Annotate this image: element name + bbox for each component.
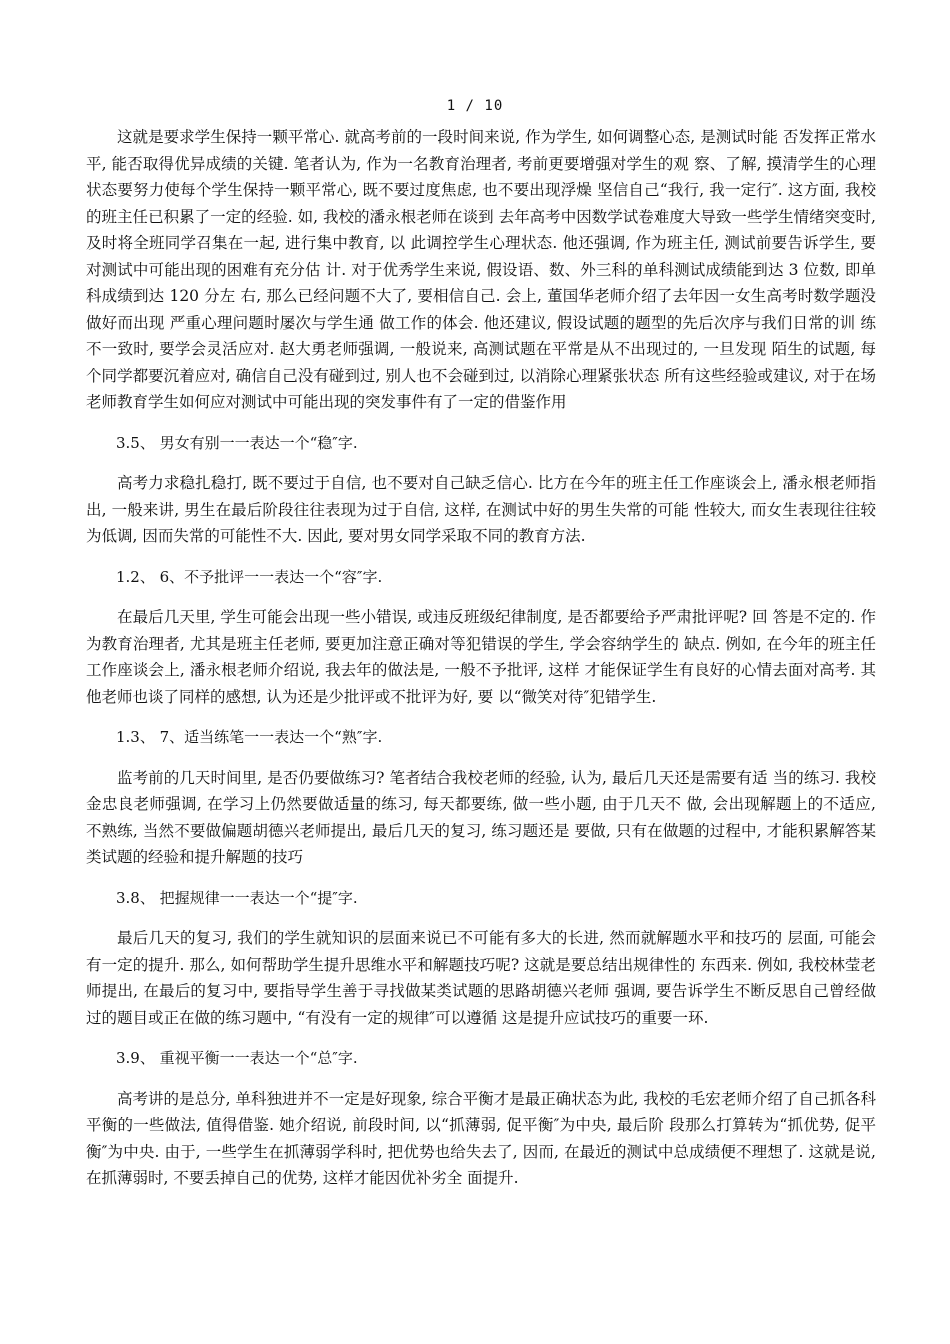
document-body xyxy=(86,124,876,1206)
paragraph-stability: 高考力求稳扎稳打, 既不要过于自信, 也不要对自己缺乏信心. 比方在今年的班主任工作座谈会上, 潘永根老师指出, 一般来讲, 男生在最后阶段往往表现为过于自信, 这样, 在测试中好的男生失常的可能 性较大, 而女生表现往往较为低调, 因而失常的可能性不大. 因此, 要对男女同学采取不同的教育方法. xyxy=(86,474,876,545)
paragraph-patterns: 最后几天的复习, 我们的学生就知识的层面来说已不可能有多大的长进, 然而就解题水平和技巧的 层面, 可能会有一定的提升. 那么, 如何帮助学生提升思维水平和解题技巧呢? 这就是要总结出规律性的 东西来. 例如, 我校林莹老师提出, 在最后的复习中, 要指导学生善于寻找做某类试题的思路胡德兴老师 强调, 要告诉学生不断反思自己曾经做过的题目或正在做的练习题中, “有没有一定的规律″可以遵循 这是提升应试技巧的重要一环. xyxy=(86,929,876,1027)
section-heading-patterns: 3.8、 把握规律一一表达一个“提″字. xyxy=(116,888,358,907)
paragraph-tolerance: 在最后几天里, 学生可能会出现一些小错误, 或违反班级纪律制度, 是否都要给予严肃批评呢? 回 答是不定的. 作为教育治理者, 尤其是班主任老师, 要更加注意正确对等犯错误的学生, 学会容纳学生的 缺点. 例如, 在今年的班主任工作座谈会上, 潘永根老师介绍说, 我去年的做法是, 一般不予批评, 这样 才能保证学生有良好的心情去面对高考. 其他老师也谈了同样的感想, 认为还是少批评或不批评为好, 要 以“微笑对待″犯错学生. xyxy=(86,608,876,706)
intro-paragraph: 这就是要求学生保持一颗平常心. 就高考前的一段时间来说, 作为学生, 如何调整心态, 是测试时能 否发挥正常水平, 能否取得优异成绩的关键. 笔者认为, 作为一名教育治理者, 考前更要增强对学生的观 察、了解, 摸清学生的心理状态要努力使每个学生保持一颗平常心, 既不要过度焦虑, 也不要出现浮燥 坚信自己“我行, 我一定行″. 这方面, 我校的班主任已积累了一定的经验. 如, 我校的潘永根老师在谈到 去年高考中因数学试卷难度大导致一些学生情绪突变时, 及时将全班同学召集在一起, 进行集中教育, 以 此调控学生心理状态. 他还强调, 作为班主任, 测试前要告诉学生, 要对测试中可能出现的困难有充分估 计. 对于优秀学生来说, 假设语、数、外三科的单科测试成绩能到达 3 位数, 即单科成绩到达 120 分左 右, 那么已经问题不大了, 要相信自己. 会上, 董国华老师介绍了去年因一女生高考时数学题没做好而出现 严重心理问题时屡次与学生通 做工作的体会. 他还建议, 假设试题的题型的先后次序与我们日常的训 练不一致时, 要学会灵活应对. 赵大勇老师强调, 一般说来, 高测试题在平常是从不出现过的, 一旦发现 陌生的试题, 每个同学都要沉着应对, 确信自己没有碰到过, 别人也不会碰到过, 以消除心理紧张状态 所有这些经验或建议, 对于在场老师教育学生如何应对测试中可能出现的突发事件有了一定的借鉴作用 xyxy=(86,128,876,411)
paragraph-balance: 高考讲的是总分, 单科独进并不一定是好现象, 综合平衡才是最正确状态为此, 我校的毛宏老师介绍了自己抓各科平衡的一些做法, 值得借鉴. 她介绍说, 前段时间, 以“抓薄弱, 促平衡″为中央, 最后阶 段那么打算转为“抓优势, 促平衡″为中央. 由于, 一些学生在抓薄弱学科时, 把优势也给失去了, 因而, 在最近的测试中总成绩便不理想了. 这就是说, 在抓薄弱时, 不要丢掉自己的优势, 这样才能因优补劣全 面提升. xyxy=(86,1089,876,1187)
section-heading-balance: 3.9、 重视平衡一一表达一个“总″字. xyxy=(116,1049,358,1067)
page-number: 1 / 10 xyxy=(446,98,504,114)
paragraph-practice: 监考前的几天时间里, 是否仍要做练习? 笔者结合我校老师的经验, 认为, 最后几天还是需要有适 当的练习. 我校金忠良老师强调, 在学习上仍然要做适量的练习, 每天都要练, 做一些小题, 由于几天不 做, 会出现解题上的不适应, 不熟练, 当然不要做偏题胡德兴老师提出, 最后几天的复习, 练习题还是 要做, 只有在做题的过程中, 才能积累解答某类试题的经验和提升解题的技巧 xyxy=(86,768,876,866)
section-heading-practice: 1.3、 7、适当练笔一一表达一个“熟″字. xyxy=(116,728,383,746)
section-heading-tolerance: 1.2、 6、不予批评一一表达一个“容″字. xyxy=(116,567,383,586)
section-heading-stability: 3.5、 男女有别一一表达一个“稳″字. xyxy=(116,433,358,452)
